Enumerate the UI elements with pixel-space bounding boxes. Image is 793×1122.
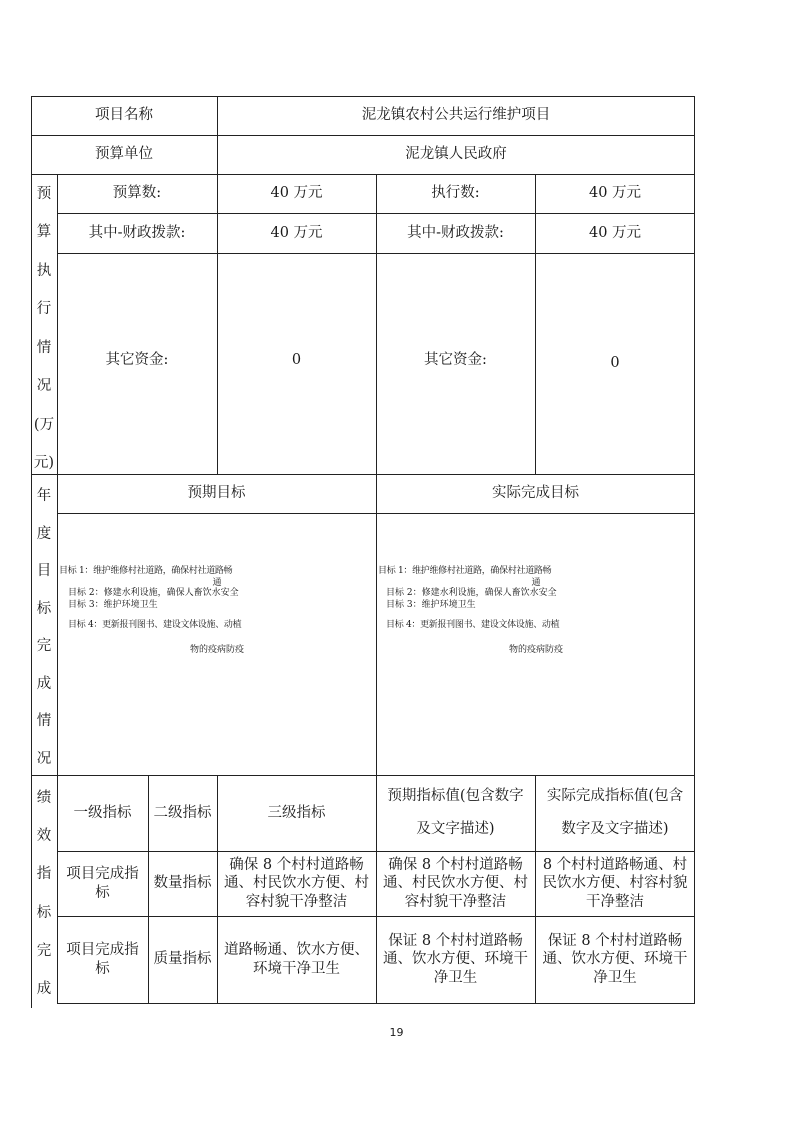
fiscal-allocation-label-text: 其中-财政拨款: [88,224,186,241]
budget-unit-value-text: 泥龙镇人民政府 [405,146,507,163]
expected-indicator-header-line: 及文字描述) [416,821,495,837]
executed-other-funds-label-text: 其它资金: [424,352,487,369]
cell-line: 保证 8 个村村道路畅 [388,933,523,950]
cell-line: 通、村民饮水方便、村 [383,875,528,892]
executed-amount-value [535,174,695,213]
project-name-value-text: 泥龙镇农村公共运行维护项目 [361,107,551,124]
other-funds-value-text: 0 [291,352,302,369]
goal-line: 目标 4：更新报刊图书、建设文体设施、动植 [68,619,242,630]
executed-other-funds-value-text: 0 [610,355,620,372]
perf-row-level3 [217,916,376,1003]
other-funds-label-text: 其它资金: [105,352,169,369]
perf-row-level2 [148,916,217,1003]
goal-line: 目标 1：维护维修村社道路，确保村社道路畅 [59,566,233,576]
perf-row-actual [535,851,695,916]
cell-line: 容村貌干净整洁 [245,893,348,910]
fiscal-allocation-value [217,213,376,253]
goal-line: 目标 3：维护环境卫生 [68,600,158,611]
vertical-char: 度 [36,525,52,542]
goal-line: 物的疫病防疫 [189,645,244,656]
vertical-char: 成 [36,675,52,692]
vertical-char: 完 [36,942,52,959]
cell-line: 通、村民饮水方便、村 [224,875,369,892]
vertical-char: 标 [36,600,52,617]
cell-line: 数量指标 [153,875,212,892]
perf-row-level3 [217,851,376,916]
budget-section-label [31,182,57,472]
vertical-char: 成 [36,980,52,997]
cell-line: 通、饮水方便、环境干 [383,951,528,968]
annual-section-label [31,484,57,768]
level1-indicator-header-text: 一级指标 [73,804,132,821]
vertical-char: 绩 [36,790,52,806]
executed-amount-value-text: 40 万元 [588,185,642,202]
cell-line: 民饮水方便、村容村貌 [542,875,688,892]
cell-line: 保证 8 个村村道路畅 [547,933,683,950]
cell-line: 净卫生 [433,969,478,986]
goal-line: 通 [531,577,541,588]
expected-indicator-header [376,775,535,851]
other-funds-value [217,253,376,474]
page-number: 19 [389,1026,404,1039]
project-name-value [217,96,695,135]
cell-line: 通、饮水方便、环境干 [542,951,688,968]
level1-indicator-header [57,775,148,851]
level2-indicator-header [148,775,217,851]
executed-fiscal-allocation-label-text: 其中-财政拨款: [407,224,504,241]
expected-goals [59,566,375,657]
executed-amount-label [376,174,535,213]
fiscal-allocation-label [57,213,217,253]
vertical-char: 情 [36,713,52,730]
goal-line: 通 [212,577,222,588]
level3-indicator-header [217,775,376,851]
vertical-char: 年 [36,488,52,504]
goal-line: 目标 2：修建水利设施，确保人畜饮水安全 [386,588,557,599]
cell-line: 确保 8 个村村道路畅 [229,857,364,874]
executed-fiscal-allocation-value [535,213,695,253]
perf-row-expected [376,851,535,916]
cell-line: 项目完成指 [66,942,139,959]
budget-amount-value-text: 40 万元 [270,185,323,202]
executed-fiscal-allocation-label [376,213,535,253]
vertical-char: 算 [36,224,52,241]
cell-line: 标 [95,884,110,901]
expected-goal-header [57,474,376,513]
executed-other-funds-value [535,253,695,474]
vertical-char: 执 [36,262,52,279]
cell-line: 质量指标 [153,951,212,968]
vertical-char: 效 [36,828,52,845]
perf-row-level2 [148,851,217,916]
cell-line: 环境干净卫生 [253,960,340,977]
expected-goal-header-text: 预期目标 [187,485,246,502]
perf-section-label [31,786,57,998]
cell-line: 容村貌干净整洁 [404,893,507,910]
executed-other-funds-label [376,253,535,474]
executed-amount-label-text: 执行数: [431,185,480,202]
cell-line: 标 [95,960,110,977]
expected-indicator-header-line: 预期指标值(包含数字 [387,787,524,804]
cell-line: 确保 8 个村村道路畅 [388,857,523,874]
vertical-char: (万 [33,416,55,433]
actual-indicator-header [535,775,695,851]
goal-line: 目标 1：维护维修村社道路，确保村社道路畅 [378,566,552,576]
perf-row-expected [376,916,535,1003]
actual-indicator-header-line: 数字及文字描述) [561,821,669,837]
executed-fiscal-allocation-value-text: 40 万元 [588,224,642,241]
perf-row-level1 [57,916,148,1003]
vertical-char: 元) [33,454,55,471]
budget-unit-label [31,135,217,174]
budget-amount-label-text: 预算数: [112,185,162,202]
budget-unit-value [217,135,695,174]
perf-row-actual [535,916,695,1003]
vertical-char: 况 [36,378,52,395]
vertical-char: 况 [36,750,52,767]
cell-line: 干净整洁 [586,893,644,910]
vertical-char: 行 [36,301,52,318]
vertical-char: 完 [36,638,52,655]
project-name-label-text: 项目名称 [95,107,153,124]
vertical-char: 标 [36,904,52,921]
cell-line: 净卫生 [593,969,637,986]
cell-line: 道路畅通、饮水方便、 [224,942,369,959]
goal-line: 目标 3：维护环境卫生 [386,600,476,611]
actual-indicator-header-line: 实际完成指标值(包含 [546,787,684,804]
actual-goal-header-text: 实际完成目标 [492,485,579,502]
fiscal-allocation-value-text: 40 万元 [270,224,323,241]
budget-amount-label [57,174,217,213]
cell-line: 8 个村村道路畅通、村 [542,857,688,874]
other-funds-label [57,253,217,474]
vertical-char: 预 [36,186,52,202]
level3-indicator-header-text: 三级指标 [267,804,326,821]
vertical-char: 情 [36,339,52,356]
budget-unit-label-text: 预算单位 [95,146,153,163]
cell-line: 项目完成指 [66,866,139,883]
goal-line: 目标 4：更新报刊图书、建设文体设施、动植 [386,619,560,630]
vertical-char: 指 [36,866,52,883]
project-name-label [31,96,217,135]
level2-indicator-header-text: 二级指标 [153,804,212,821]
perf-row-level1 [57,851,148,916]
goal-line: 物的疫病防疫 [508,645,563,656]
vertical-char: 目 [36,563,52,580]
actual-goals [378,566,694,657]
budget-amount-value [217,174,376,213]
actual-goal-header [376,474,695,513]
goal-line: 目标 2：修建水利设施，确保人畜饮水安全 [68,588,239,599]
